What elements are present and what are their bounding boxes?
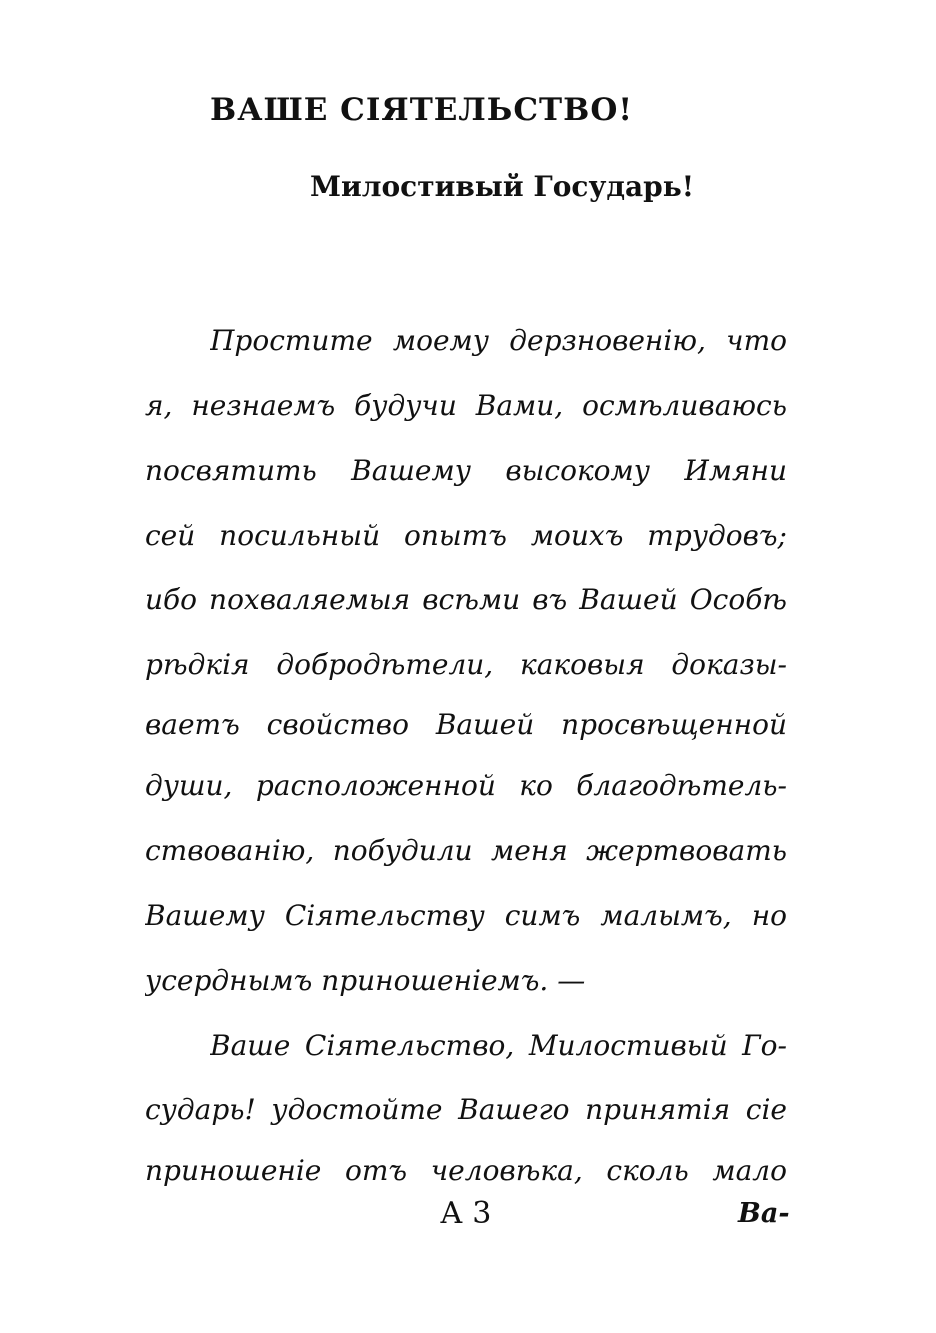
text-line: рѣдкія добродѣтели, каковыя доказы- [145,648,787,681]
text-line: Простите моему дерзновенію, что [210,324,787,357]
subsalutation-heading: Милостивый Государь! [310,170,695,203]
text-line: ствованію, побудили меня жертвовать [145,834,787,867]
text-line: Ваше Сіятельство, Милостивый Го- [210,1029,787,1062]
text-line: сударь! удостойте Вашего принятія сіе [145,1093,787,1126]
text-line: Вашему Сіятельству симъ малымъ, но [145,899,787,932]
salutation-heading: ВАШЕ СІЯТЕЛЬСТВО! [210,92,633,128]
text-line: ибо похваляемыя всѣми въ Вашей Особѣ [145,583,787,616]
text-line: посвятить Вашему высокому Имяни [145,454,787,487]
text-line: ваетъ свойство Вашей просвѣщенной [145,708,787,741]
text-line: души, расположенной ко благодѣтель- [145,769,787,802]
text-line: я, незнаемъ будучи Вами, осмѣливаюсь [145,389,787,422]
text-line: приношеніе отъ человѣка, сколь мало [145,1154,787,1187]
catchword: Ва- [738,1198,790,1229]
text-line: усерднымъ приношеніемъ. — [145,964,586,997]
text-line: сей посильный опытъ моихъ трудовъ; [145,519,787,552]
signature-mark: А 3 [440,1196,492,1231]
